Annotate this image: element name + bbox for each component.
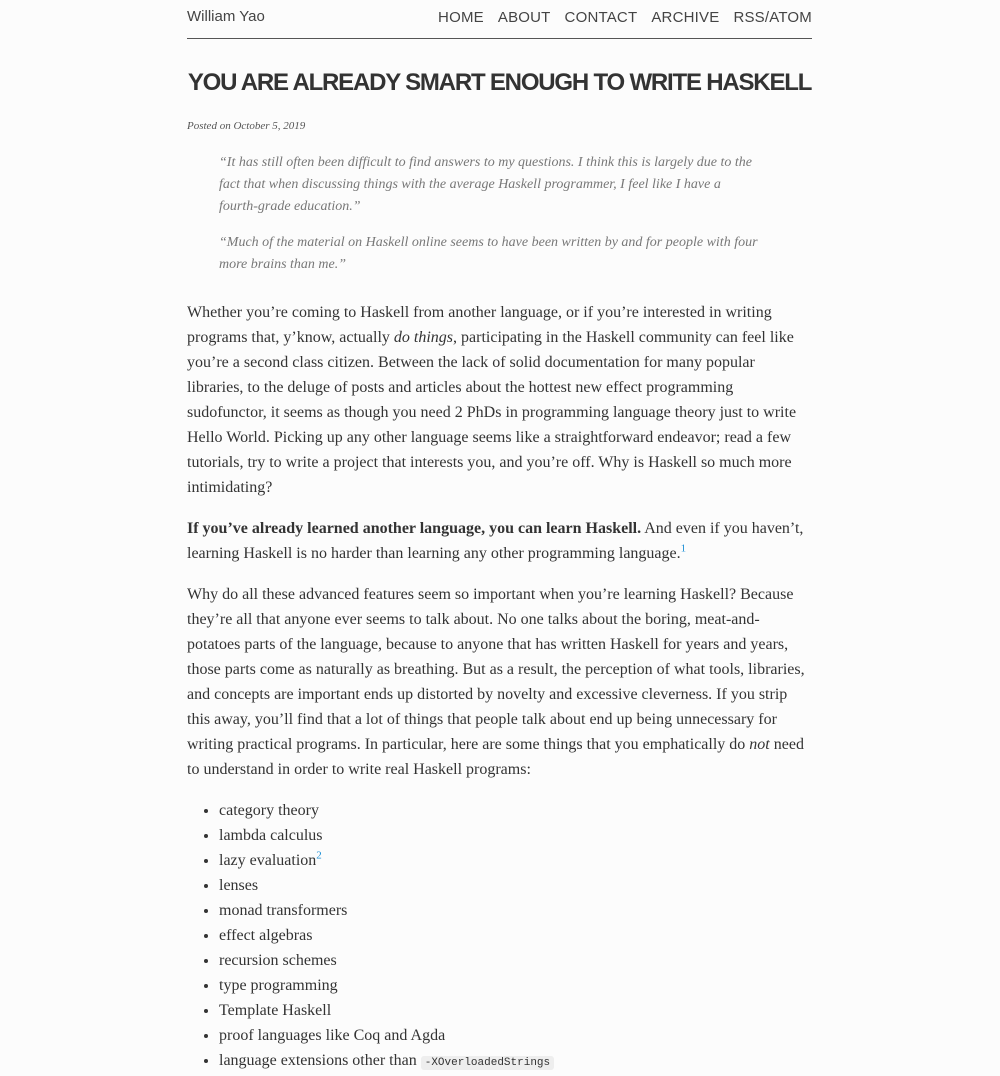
list-item: • effect algebras — [219, 923, 812, 948]
list-item: • recursion schemes — [219, 948, 812, 973]
page-container — [187, 0, 812, 1076]
paragraph-thesis — [187, 516, 812, 566]
list-item: • lambda calculus — [219, 823, 812, 848]
main-nav — [438, 9, 812, 26]
post-body — [187, 300, 812, 1076]
list-item: • type programming — [219, 973, 812, 998]
site-header — [187, 0, 812, 39]
emphasis: not — [749, 736, 770, 753]
paragraph-intro — [187, 300, 812, 500]
nav-about[interactable]: ABOUT — [497, 9, 551, 26]
list-item: • lenses — [219, 873, 812, 898]
list-item — [219, 1048, 812, 1076]
quote-2: “Much of the material on Haskell online seems to have been written by and for people with four more brains than me.” — [219, 235, 758, 272]
epigraph-quotes — [187, 152, 812, 276]
quote-1: “It has still often been difficult to find answers to my questions. I think this is largely due to the fact that when discussing things with the average Haskell programmer, I feel like I have a fourth-grade education.” — [219, 155, 752, 214]
list-item: • monad transformers — [219, 898, 812, 923]
nav-contact[interactable]: CONTACT — [564, 9, 638, 26]
paragraph-text: , participating in the Haskell community can feel like you’re a second class citizen. Between the lack of solid documentation for many popular libraries, to the deluge of posts and articles about the hottest new effect programming sudofunctor, it seems as though you need 2 PhDs in programming language theory just to write Hello World. Picking up any other language seems like a straightforward endeavor; read a few tutorials, try to write a project that interests you, and you’re off. Why is Haskell so much more intimidating? — [187, 329, 797, 496]
nav-rss-atom[interactable]: RSS/ATOM — [733, 9, 812, 26]
paragraph-why — [187, 582, 812, 782]
list-item-text: lazy evaluation — [219, 852, 317, 869]
paragraph-text: Why do all these advanced features seem so important when you’re learning Haskell? Because they’re all that anyone ever seems to talk about. No one talks about the boring, meat-and-potatoes parts of the language, because to anyone that has written Haskell for years and years, those parts come as naturally as breathing. But as a result, the perception of what tools, libraries, and concepts are important ends up distorted by novelty and excessive cleverness. If you strip this away, you’ll find that a lot of things that people talk about end up being unnecessary for writing practical programs. In particular, here are some things that you emphatically do — [187, 586, 805, 753]
emphasis: do things — [393, 329, 454, 346]
list-item-text: language extensions other than — [219, 1052, 421, 1069]
not-needed-list — [187, 798, 812, 1076]
list-item: • proof languages like Coq and Agda — [219, 1023, 812, 1048]
post-date: Posted on October 5, 2019 — [187, 120, 306, 132]
paragraph-text: need to understand in order to write real Haskell programs: — [187, 736, 804, 778]
nav-archive[interactable]: ARCHIVE — [651, 9, 720, 26]
paragraph-text: Whether you’re coming to Haskell from another language, or if you’re interested in writing programs that, y’know, actually — [187, 304, 772, 346]
footnote-ref-1[interactable]: 1 — [680, 542, 687, 555]
site-title-link[interactable]: William Yao — [187, 8, 265, 25]
inline-code: -XOverloadedStrings — [421, 1056, 554, 1070]
footnote-ref-2[interactable]: 2 — [316, 849, 322, 862]
list-item — [219, 848, 812, 873]
list-item: • category theory — [219, 798, 812, 823]
bold-statement: If you’ve already learned another language, you can learn Haskell. — [187, 520, 642, 537]
paragraph-text: And even if you haven’t, learning Haskell is no harder than learning any other programming language. — [187, 520, 804, 562]
list-item: • Template Haskell — [219, 998, 812, 1023]
nav-home[interactable]: HOME — [438, 9, 484, 26]
post-title: YOU ARE ALREADY SMART ENOUGH TO WRITE HASKELL — [187, 69, 812, 96]
